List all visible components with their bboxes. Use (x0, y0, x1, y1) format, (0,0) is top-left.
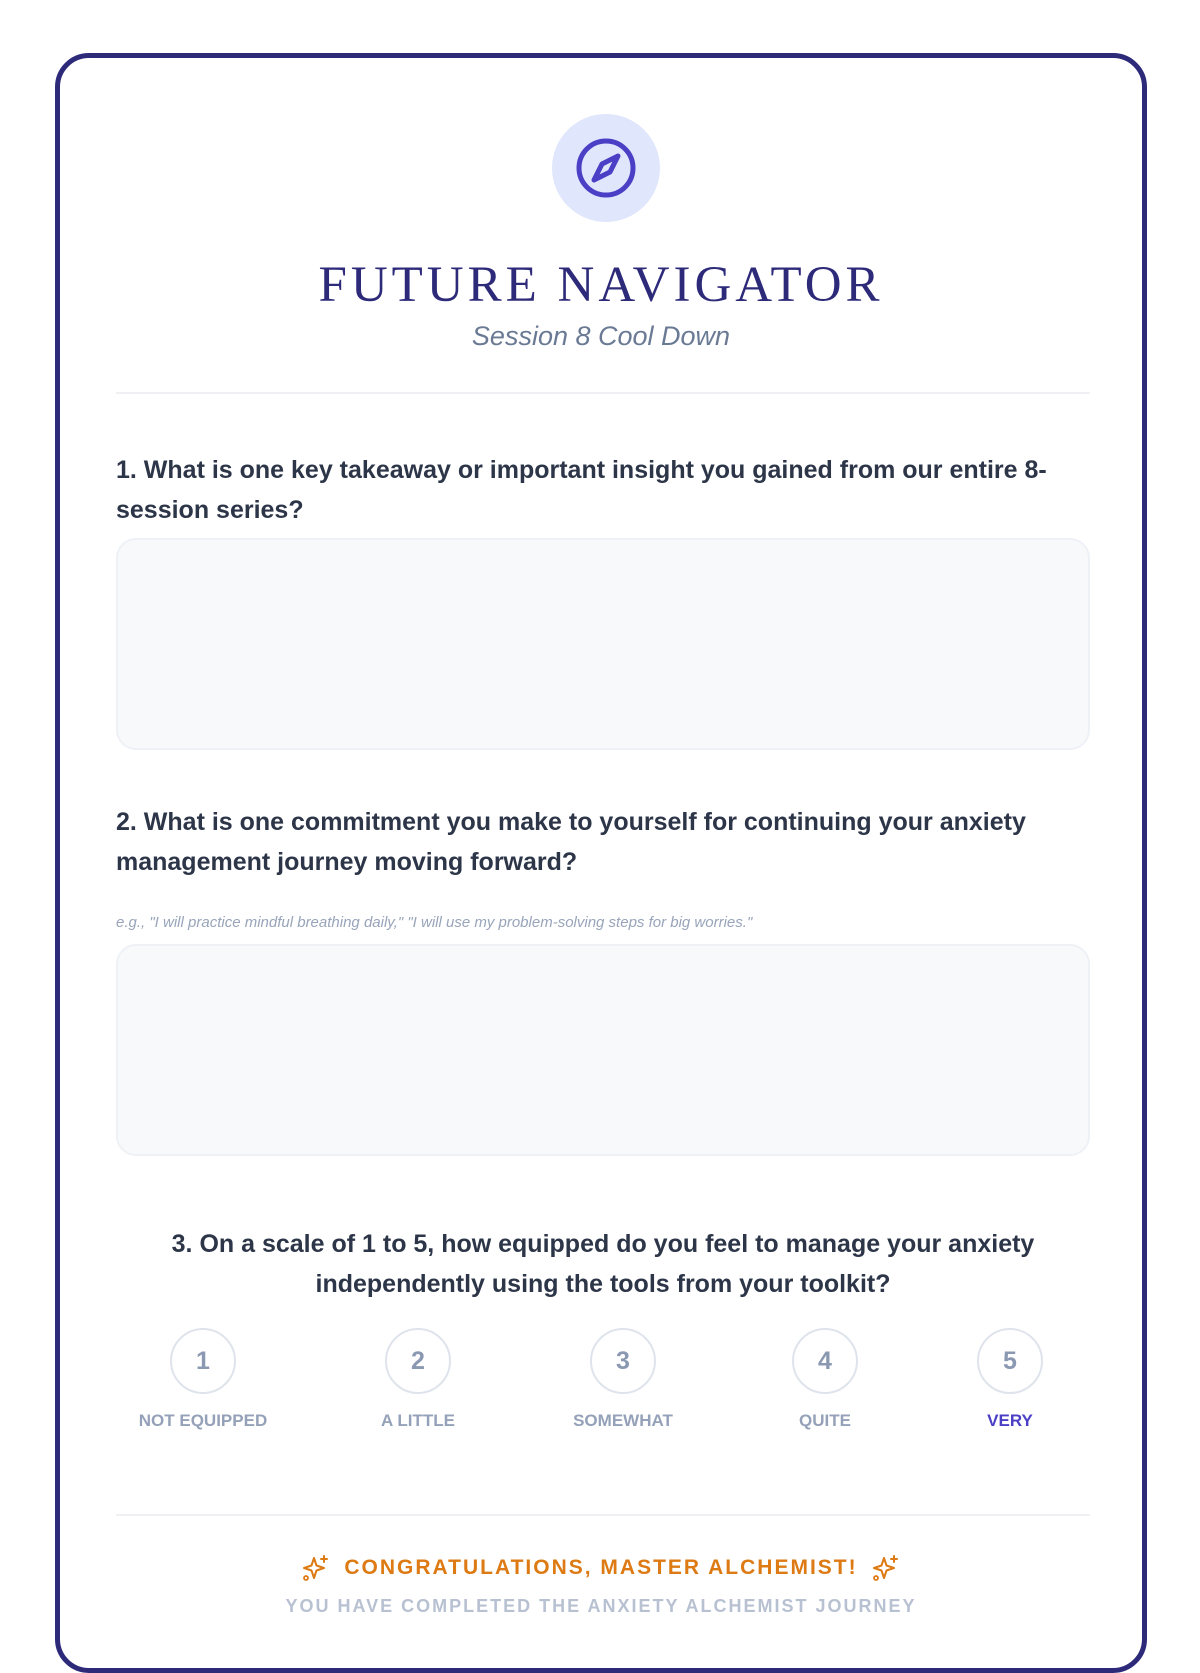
question-2-hint: e.g., "I will practice mindful breathing daily," "I will use my problem-solving steps for big worries." (116, 914, 753, 931)
congrats-banner (60, 1554, 1142, 1582)
scale-option-circle[interactable]: 4 (792, 1328, 858, 1394)
congrats-heading: CONGRATULATIONS, MASTER ALCHEMIST! (344, 1556, 858, 1579)
question-2-answer-field[interactable] (116, 944, 1090, 1156)
compass-icon (574, 136, 638, 200)
header-divider (116, 392, 1090, 394)
sparkles-icon (302, 1554, 330, 1582)
scale-option-5[interactable] (920, 1328, 1100, 1431)
scale-option-label: VERY (987, 1411, 1033, 1430)
scale-option-label: QUITE (799, 1411, 851, 1430)
scale-option-1[interactable] (113, 1328, 293, 1431)
sparkles-icon (872, 1554, 900, 1582)
scale-option-circle[interactable]: 3 (590, 1328, 656, 1394)
scale-option-circle[interactable]: 2 (385, 1328, 451, 1394)
page-title: FUTURE NAVIGATOR (318, 257, 884, 313)
worksheet-card (55, 53, 1147, 1673)
congrats-subtext: YOU HAVE COMPLETED THE ANXIETY ALCHEMIST JOURNEY (285, 1596, 917, 1616)
scale-option-label: A LITTLE (381, 1411, 455, 1430)
question-1-answer-field[interactable] (116, 538, 1090, 750)
scale-option-label: NOT EQUIPPED (138, 1411, 268, 1430)
page-subtitle: Session 8 Cool Down (471, 321, 731, 351)
scale-option-circle[interactable]: 1 (170, 1328, 236, 1394)
scale-option-4[interactable] (735, 1328, 915, 1431)
question-2-label: 2. What is one commitment you make to yourself for continuing your anxiety management journey moving forward? (116, 808, 1026, 876)
scale-option-label: SOMEWHAT (573, 1411, 673, 1430)
question-1-label: 1. What is one key takeaway or important insight you gained from our entire 8-session series? (116, 456, 1047, 524)
question-3-label: 3. On a scale of 1 to 5, how equipped do you feel to manage your anxiety independently using the tools from your toolkit? (171, 1230, 1035, 1298)
scale-option-2[interactable] (328, 1328, 508, 1431)
scale-option-circle[interactable]: 5 (977, 1328, 1043, 1394)
scale-option-3[interactable] (533, 1328, 713, 1431)
header-icon-badge (552, 114, 660, 222)
footer-divider (116, 1514, 1090, 1516)
